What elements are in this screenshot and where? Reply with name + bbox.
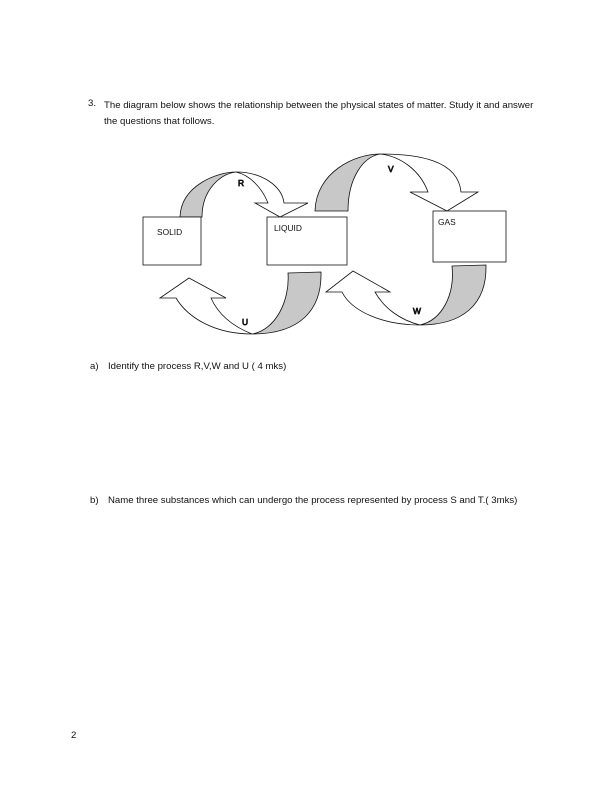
process-label-r: R <box>238 178 245 188</box>
subquestion-a-label: a) <box>90 361 99 372</box>
state-label-liquid: LIQUID <box>274 223 302 233</box>
arrow-r <box>180 172 308 217</box>
process-label-v: V <box>388 164 394 174</box>
subquestion-b-label: b) <box>90 495 99 506</box>
state-label-solid: SOLID <box>157 227 183 237</box>
subquestion-b <box>90 493 550 527</box>
state-label-gas: GAS <box>438 217 456 227</box>
states-of-matter-diagram <box>0 0 612 360</box>
process-label-w: W <box>413 306 421 316</box>
question-text: The diagram below shows the relationship between the physical states of matter. Study it and answer the questions that follows. <box>104 100 534 127</box>
subquestion-a <box>90 359 530 375</box>
state-box-gas <box>433 211 506 262</box>
arrow-v <box>315 154 478 211</box>
arrow-w <box>326 265 486 325</box>
question-number: 3. <box>88 98 97 109</box>
arrow-u <box>160 272 321 334</box>
page-number: 2 <box>71 730 77 741</box>
process-label-u: U <box>242 317 249 327</box>
state-box-solid <box>143 217 201 265</box>
subquestion-a-text: Identify the process R,V,W and U ( 4 mks) <box>108 361 287 372</box>
subquestion-b-text: Name three substances which can undergo the process represented by process S and T.( 3mks) <box>108 495 518 506</box>
state-box-liquid <box>267 217 347 265</box>
